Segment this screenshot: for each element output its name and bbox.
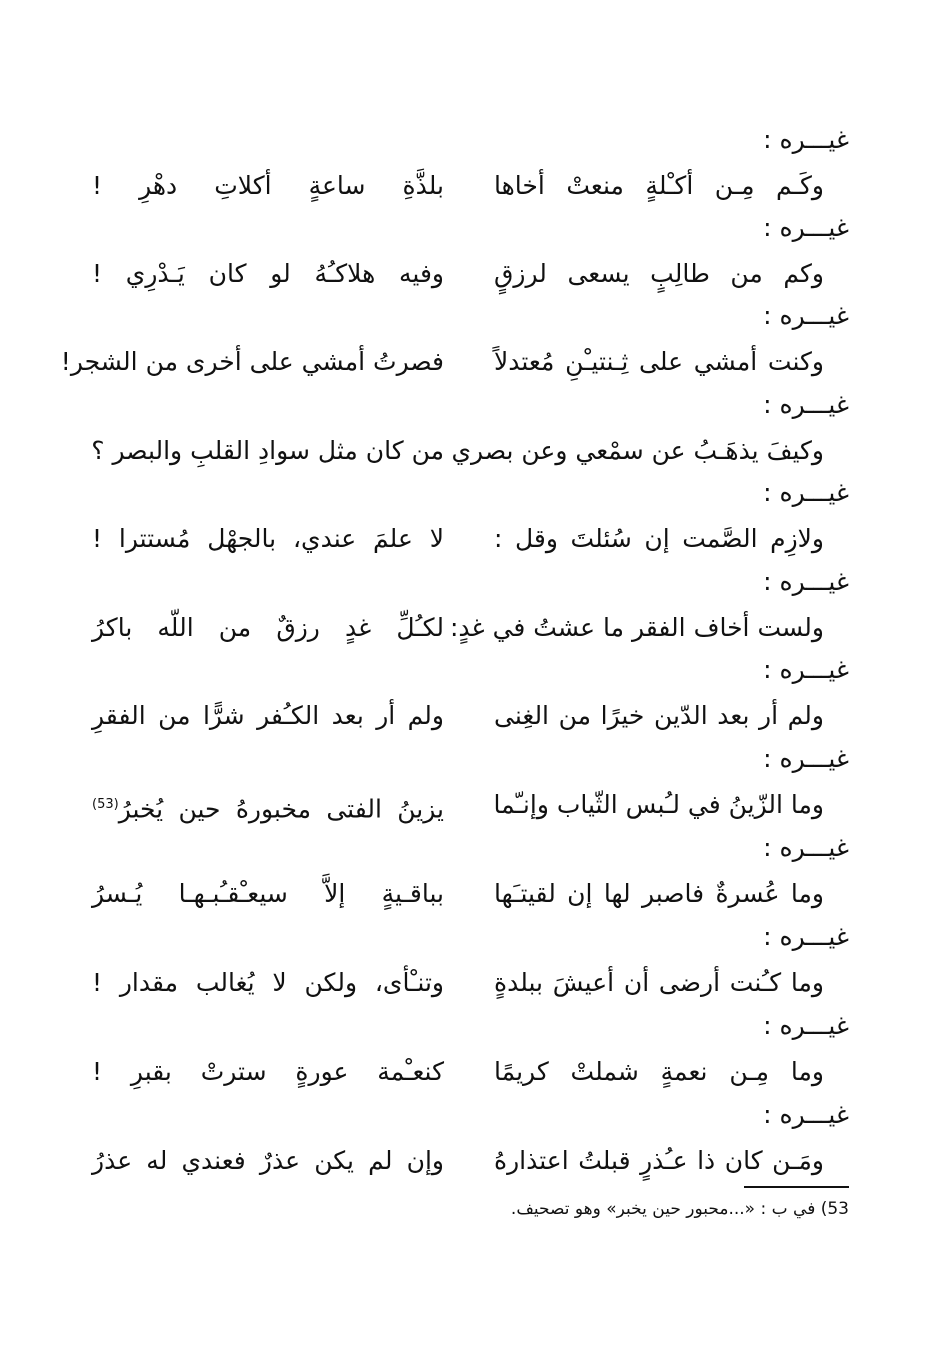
footnote-ref: (53) — [92, 797, 119, 812]
second-hemistich-text: يزينُ الفتى مخبورهُ حين يُخبرُ — [118, 794, 444, 824]
second-hemistich: كنعـْمة عورةٍ سترتْ بقبرِ ! — [92, 1057, 444, 1086]
poem-entry — [0, 921, 944, 1009]
first-hemistich: وكنت أمشي على ثِـنتيـْنِ مُعتدلاً — [494, 347, 824, 376]
second-hemistich: بباقـيةٍ إلاَّ سيعـْقـُبـهـا يُـسرُ — [92, 879, 444, 908]
poem-heading: غيـــره : — [763, 1011, 849, 1040]
poem-heading: غيـــره : — [763, 125, 849, 154]
first-hemistich: ولست أخاف الفقر ما عشتُ في غدٍ: — [450, 613, 824, 642]
footnote: 53) في ب : «...محبور حين يخبر» وهو تصحيف. — [510, 1199, 849, 1219]
poem-heading: غيـــره : — [763, 744, 849, 773]
first-hemistich: وما الزّينُ في لـُبس الثّياب وإنـّما — [493, 790, 824, 819]
poem-entry — [0, 389, 944, 477]
second-hemistich: لا علمَ عندي، بالجهْل مُستترا ! — [92, 524, 444, 553]
poem-entry — [0, 1010, 944, 1098]
poem-heading: غيـــره : — [763, 567, 849, 596]
footnote-divider — [744, 1186, 849, 1188]
second-hemistich: بلذَّةِ ساعةٍ أكلاتِ دهْرِ ! — [92, 171, 444, 200]
poem-entry — [0, 212, 944, 300]
poem-heading: غيـــره : — [763, 1100, 849, 1129]
poem-entry — [0, 477, 944, 565]
poem-entry — [0, 832, 944, 920]
first-hemistich: ولازِم الصَّمت إن سُئلتَ وقل : — [494, 524, 824, 553]
second-hemistich: من كان مثل سوادِ القلبِ والبصر ؟ — [91, 436, 444, 465]
poem-entry — [0, 743, 944, 831]
first-hemistich: وما مِـن نعمةٍ شملتْ كريمًا — [494, 1057, 824, 1086]
poem-heading: غيـــره : — [763, 922, 849, 951]
poem-heading: غيـــره : — [763, 390, 849, 419]
poem-entry — [0, 1099, 944, 1187]
poem-heading: غيـــره : — [763, 301, 849, 330]
poem-entry — [0, 300, 944, 388]
second-hemistich: فصرتُ أمشي على أخرى من الشجر! — [60, 347, 444, 376]
second-hemistich: وفيه هلاكـُهُ لو كان يَـدْرِي ! — [92, 259, 444, 288]
first-hemistich: وكيفَ يذهَـبُ عن سمْعي وعن بصري — [451, 436, 824, 465]
poem-heading: غيـــره : — [763, 833, 849, 862]
first-hemistich: وكَـم مِـن أكـْلةٍ منعتْ أخاها — [494, 171, 824, 200]
poem-entry — [0, 654, 944, 742]
second-hemistich: وتنـْأى، ولكن لا يُغالب مقدار ! — [92, 968, 444, 997]
poem-heading: غيـــره : — [763, 478, 849, 507]
poem-entry — [0, 566, 944, 654]
poem-heading: غيـــره : — [763, 213, 849, 242]
first-hemistich: ولم أر بعد الدّين خيرًا من الغِنى — [494, 701, 824, 730]
second-hemistich — [92, 787, 444, 827]
first-hemistich: وما كـُنت أرضى أن أعيشَ ببلدةٍ — [494, 968, 824, 997]
second-hemistich: ولم أر بعد الكـُفر شرًّا من الفقرِ — [92, 701, 444, 730]
poem-heading: غيـــره : — [763, 655, 849, 684]
second-hemistich: وإن لم يكن عذرٌ فعندي له عذرُ — [92, 1146, 444, 1175]
first-hemistich: ومَـن كان ذا عـُذرٍ قبلتُ اعتذارهُ — [494, 1146, 824, 1175]
second-hemistich: لكـُلِّ غدٍ رزقٌ من اللّه باكرُ — [92, 613, 444, 642]
first-hemistich: وما عُسرةٌ فاصبر لها إن لقيتـَها — [494, 879, 824, 908]
poem-entry — [0, 124, 944, 212]
first-hemistich: وكم من طالِبٍ يسعى لرزقٍ — [494, 259, 824, 288]
